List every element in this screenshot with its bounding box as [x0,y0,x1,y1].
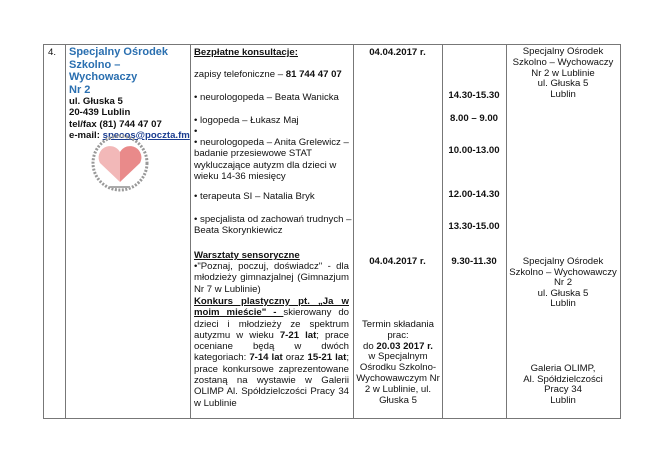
deadline-date: 20.03 2017 r. [376,340,433,352]
organizer-name-line: Nr 2 [69,83,91,96]
place-line: Nr 2 [553,277,573,289]
time-slot: 12.00-14.30 [448,189,500,200]
place-line: Pracy 34 [544,384,582,396]
organizer-name-line: Szkolno – Wychowaczy [69,58,138,83]
organizer-name-line: Specjalny Ośrodek [69,46,169,58]
place-line: Galeria OLIMP, [530,363,596,374]
consultations-phone: 81 744 47 07 [285,69,342,80]
place-line: Szkolno – Wychowawczy [509,266,617,278]
place-line: Al. Spółdzielczości [523,373,603,385]
row-number: 4. [48,47,57,58]
consultations-place [506,47,620,101]
place-line: Nr 2 w Lublinie [531,67,595,79]
consultation-item: • specjalista od zachowań trudnych – Beata Skorynkiewicz [194,214,352,237]
contest-heading: Konkurs plastyczny pt. „Ja w moim mieście" - [194,296,349,319]
consultation-item: • [194,126,198,137]
table-border-bottom [43,418,621,419]
time-slot: 8.00 – 9.00 [449,113,498,124]
deadline-prefix: do [363,340,377,352]
consultation-item: • neurologopeda – Beata Wanicka [194,92,339,103]
contest-age: 7-14 lat [249,352,283,364]
place-line: Lublin [550,298,576,310]
consultation-item: • logopeda – Łukasz Maj [194,115,299,126]
workshops-time: 9.30-11.30 [451,256,497,267]
consultations-date: 04.04.2017 r. [369,47,426,58]
contest-description [194,296,349,409]
workshops-description: •"Poznaj, poczuj, doświadcz" - dla młodzieży gimnazjalnej (Gimnazjum Nr 7 w Lublinie) [194,261,349,295]
workshops-date: 04.04.2017 r. [369,256,426,267]
column-divider [43,44,44,419]
workshops-place [506,257,620,310]
workshops-heading: Warsztaty sensoryczne [194,250,300,261]
place-line: Specjalny Ośrodek [522,46,604,57]
contest-text: ; prace konkursowe zaprezentowane zostaną na wystawie w Galerii OLIMP Al. Spółdzielczości Pracy 34 w Lublinie [194,352,349,409]
place-line: ul. Głuska 5 [537,78,589,90]
column-divider [65,44,66,419]
phone-label: zapisy telefoniczne – [194,69,286,80]
organizer-city: 20-439 Lublin [69,107,131,119]
contest-text: ; prace oceniane będą w dwóch kategoriach: [194,329,349,364]
deadline-place: w Specjalnym Ośrodku Szkolno-Wychowawczym Nr 2 w Lublinie, ul. Głuska 5 [356,351,440,406]
contest-place [506,364,620,406]
email-label: e-mail: [69,129,100,141]
column-divider [620,44,621,419]
organizer-street: ul. Głuska 5 [69,96,123,107]
place-line: Lublin [550,394,576,406]
consultation-item: • neurologopeda – Anita Grelewicz – badanie przesiewowe STAT wykluczające autyzm dla dzieci w wieku 14-36 miesięcy [194,137,349,182]
contest-age: 7-21 lat [279,329,317,341]
time-slot: 10.00-13.00 [448,145,500,156]
contest-age: 15-21 lat [307,352,347,364]
contest-deadline [356,320,440,406]
column-divider [353,44,354,419]
place-line: Specjalny Ośrodek [522,256,604,267]
table-border-top [43,44,621,45]
place-line: Lublin [550,89,576,101]
school-logo-icon [80,130,160,198]
consultations-heading: Bezpłatne konsultacje: [194,47,298,58]
place-line: Szkolno – Wychowaczy [512,56,614,68]
time-slot: 14.30-15.30 [448,90,500,101]
deadline-label: Termin składania prac: [362,319,434,341]
organizer-phone: tel/fax (81) 744 47 07 [69,118,162,130]
email-link[interactable]: specos@poczta.fm [102,129,190,141]
consultation-item: • terapeuta SI – Natalia Bryk [194,191,315,202]
contest-text: skierowany do dzieci i młodzieży ze spektrum autyzmu w wieku [194,307,349,341]
time-slot: 13.30-15.00 [448,221,500,232]
place-line: ul. Głuska 5 [537,287,589,299]
organizer-cell [69,46,191,141]
contest-text: oraz [282,352,308,364]
organizer-name [69,46,191,96]
